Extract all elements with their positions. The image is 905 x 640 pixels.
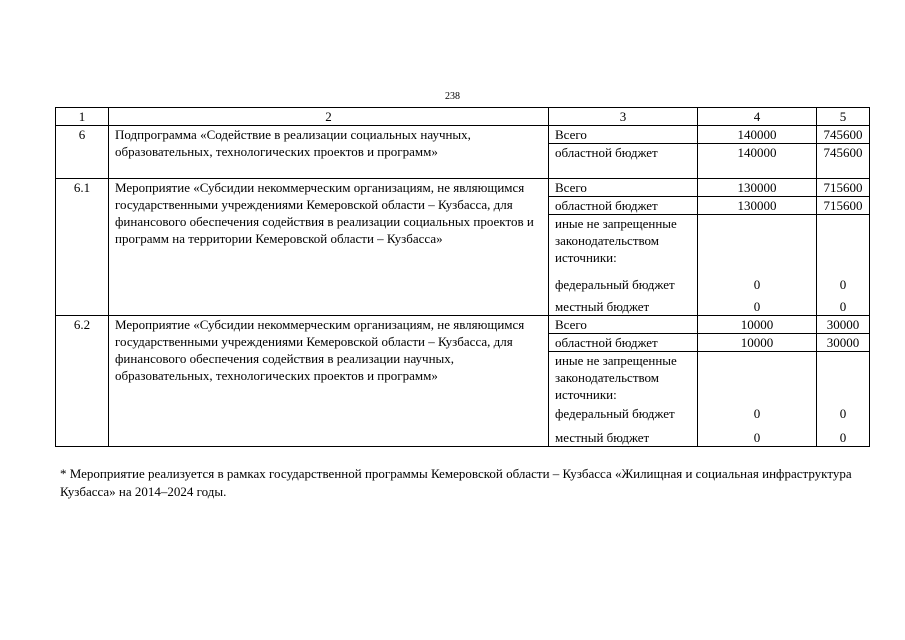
row-number: 6	[56, 126, 109, 179]
other-values-col-4	[698, 215, 817, 316]
local-budget-label: местный бюджет	[555, 299, 650, 314]
table-row	[56, 316, 870, 334]
source-total-label: Всего	[549, 179, 698, 197]
source-regional-label: областной бюджет	[549, 144, 698, 179]
value-col-4: 10000	[698, 334, 817, 352]
header-col-1: 1	[56, 108, 109, 126]
other-values-col-4	[698, 352, 817, 447]
value-col-5: 745600	[817, 144, 870, 179]
federal-budget-label: федеральный бюджет	[555, 406, 675, 421]
value-col-4: 10000	[698, 316, 817, 334]
federal-value-col-5: 0	[839, 406, 847, 421]
value-col-4: 140000	[698, 126, 817, 144]
table-row	[56, 179, 870, 197]
other-values-col-5	[817, 352, 870, 447]
other-sources-label: иные не запрещенные законодательством источники:	[555, 353, 677, 402]
header-col-3: 3	[549, 108, 698, 126]
value-col-4: 140000	[698, 144, 817, 179]
row-description: Мероприятие «Субсидии некоммерческим организациям, не являющимся государственными учреждениями Кемеровской области – Кузбасса, для финансового обеспечения содействия в реализации социальных проектов и программ на территории Кемеровской области – Кузбасса»	[109, 179, 549, 316]
source-total-label: Всего	[549, 126, 698, 144]
row-number: 6.2	[56, 316, 109, 447]
federal-value-col-5: 0	[839, 277, 847, 292]
value-col-5: 715600	[817, 197, 870, 215]
row-description: Мероприятие «Субсидии некоммерческим организациям, не являющимся государственными учреждениями Кемеровской области – Кузбасса, для финансового обеспечения содействия в реализации научных, образовательных, технологических проектов и программ»	[109, 316, 549, 447]
local-value-col-4: 0	[753, 430, 761, 445]
value-col-5: 30000	[817, 316, 870, 334]
local-budget-label: местный бюджет	[555, 430, 650, 445]
local-value-col-5: 0	[839, 299, 847, 314]
federal-value-col-4: 0	[753, 277, 761, 292]
other-sources-label: иные не запрещенные законодательством источники:	[555, 216, 677, 265]
other-sources-cell	[549, 352, 698, 447]
row-number: 6.1	[56, 179, 109, 316]
other-values-col-5	[817, 215, 870, 316]
value-col-5: 745600	[817, 126, 870, 144]
source-regional-label: областной бюджет	[549, 334, 698, 352]
value-col-4: 130000	[698, 197, 817, 215]
local-value-col-4: 0	[753, 299, 761, 314]
table-row	[56, 126, 870, 144]
source-regional-label: областной бюджет	[549, 197, 698, 215]
row-description: Подпрограмма «Содействие в реализации социальных научных, образовательных, технологических проектов и программ»	[109, 126, 549, 179]
local-value-col-5: 0	[839, 430, 847, 445]
budget-table	[55, 107, 870, 447]
federal-value-col-4: 0	[753, 406, 761, 421]
value-col-5: 30000	[817, 334, 870, 352]
federal-budget-label: федеральный бюджет	[555, 277, 675, 292]
footnote: * Мероприятие реализуется в рамках государственной программы Кемеровской области – Кузбасса «Жилищная и социальная инфраструктура Кузбасса» на 2014–2024 годы.	[60, 466, 852, 499]
header-col-4: 4	[698, 108, 817, 126]
header-col-5: 5	[817, 108, 870, 126]
source-total-label: Всего	[549, 316, 698, 334]
value-col-5: 715600	[817, 179, 870, 197]
table-header-row	[56, 108, 870, 126]
header-col-2: 2	[109, 108, 549, 126]
other-sources-cell	[549, 215, 698, 316]
page-number: 238	[445, 91, 460, 102]
value-col-4: 130000	[698, 179, 817, 197]
